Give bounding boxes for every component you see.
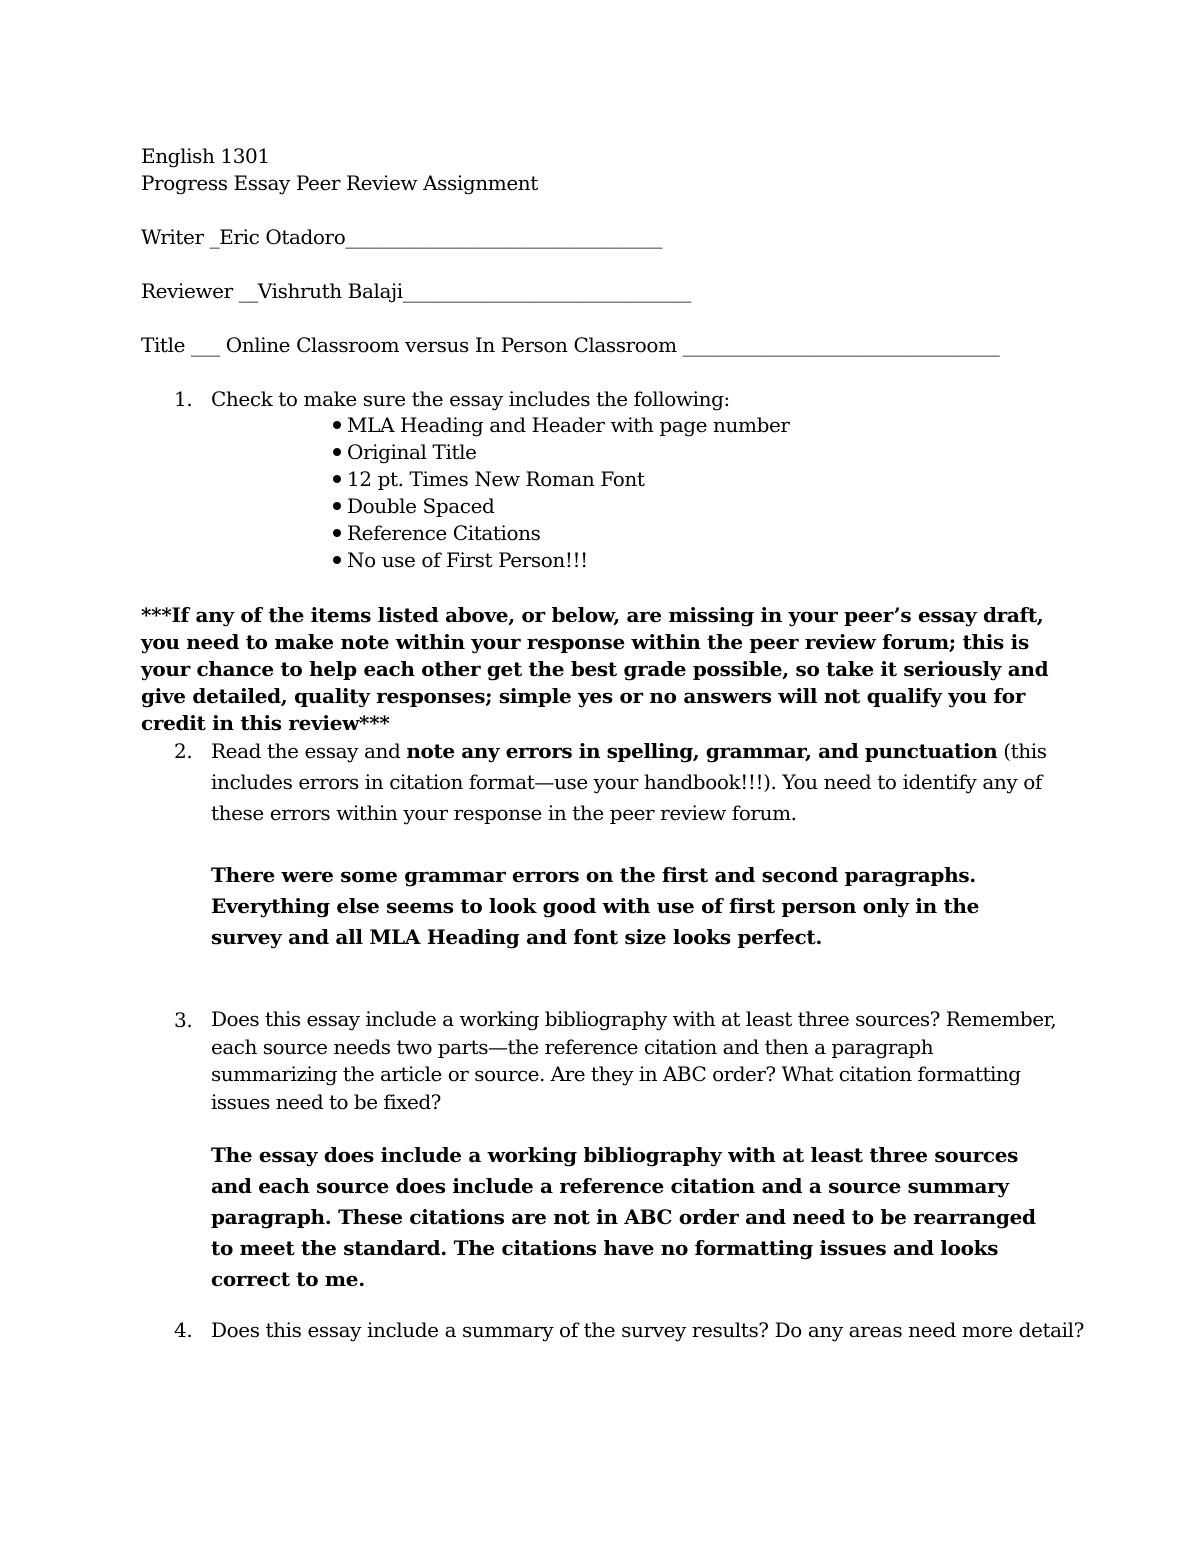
bullet-icon bbox=[333, 475, 341, 483]
title-field bbox=[141, 332, 999, 358]
course-title: English 1301 bbox=[141, 144, 270, 168]
bullet-icon bbox=[333, 556, 341, 564]
assignment-title: Progress Essay Peer Review Assignment bbox=[141, 171, 538, 195]
bullet-icon bbox=[333, 529, 341, 537]
checklist-item: 12 pt. Times New Roman Font bbox=[333, 466, 645, 493]
q2-text: Read the essay and note any errors in spelling, grammar, and punctuation (this includes errors in citation format—use your handbook!!!). You need to identify any of these errors within your response in the peer review forum. bbox=[211, 739, 1047, 825]
instruction-notice: ***If any of the items listed above, or below, are missing in your peer’s essay draft, you need to make note within your response within the peer review forum; this is your chance to help each other get the best grade possible, so take it seriously and give detailed, quality responses; simple yes or no answers will not qualify you for credit in this review*** bbox=[141, 603, 1049, 735]
q1-number: 1. bbox=[174, 387, 193, 411]
bullet-icon bbox=[333, 448, 341, 456]
q4-text: Does this essay include a summary of the survey results? Do any areas need more detail? bbox=[211, 1318, 1084, 1342]
bullet-icon bbox=[333, 421, 341, 429]
q2-number: 2. bbox=[174, 739, 193, 763]
reviewer-name: Vishruth Balaji bbox=[257, 279, 403, 303]
q1-text: Check to make sure the essay includes the following: bbox=[211, 387, 730, 411]
checklist-item: No use of First Person!!! bbox=[333, 547, 588, 574]
q3-answer: The essay does include a working bibliography with at least three sources and each source does include a reference citation and a source summary paragraph. These citations are not in ABC order and need to be rearranged to meet the standard. The citations have no formatting issues and looks correct to me. bbox=[211, 1143, 1036, 1291]
writer-name: Eric Otadoro bbox=[219, 225, 346, 249]
checklist-item: Original Title bbox=[333, 439, 477, 466]
bullet-icon bbox=[333, 502, 341, 510]
writer-blank: _________________________________ bbox=[345, 225, 663, 249]
reviewer-blank: ______________________________ bbox=[402, 279, 691, 303]
checklist-item: Double Spaced bbox=[333, 493, 494, 520]
writer-label: Writer _ bbox=[141, 225, 220, 249]
q4-number: 4. bbox=[174, 1318, 193, 1342]
writer-field bbox=[141, 224, 662, 250]
q2-answer: There were some grammar errors on the first and second paragraphs. Everything else seems to look good with use of first person only in the survey and all MLA Heading and font size looks perfect. bbox=[211, 863, 980, 949]
reviewer-field bbox=[141, 278, 691, 304]
checklist-item: Reference Citations bbox=[333, 520, 540, 547]
reviewer-label: Reviewer __ bbox=[141, 279, 258, 303]
essay-title: Online Classroom versus In Person Classroom bbox=[219, 333, 683, 357]
checklist-item: MLA Heading and Header with page number bbox=[333, 412, 790, 439]
title-blank: _________________________________ bbox=[682, 333, 1000, 357]
q3-text: Does this essay include a working bibliography with at least three sources? Remember, each source needs two parts—the reference citation and then a paragraph summarizing the article or source. Are they in ABC order? What citation formatting issues need to be fixed? bbox=[211, 1007, 1057, 1114]
title-label: Title ___ bbox=[141, 333, 220, 357]
q3-number: 3. bbox=[174, 1008, 193, 1032]
